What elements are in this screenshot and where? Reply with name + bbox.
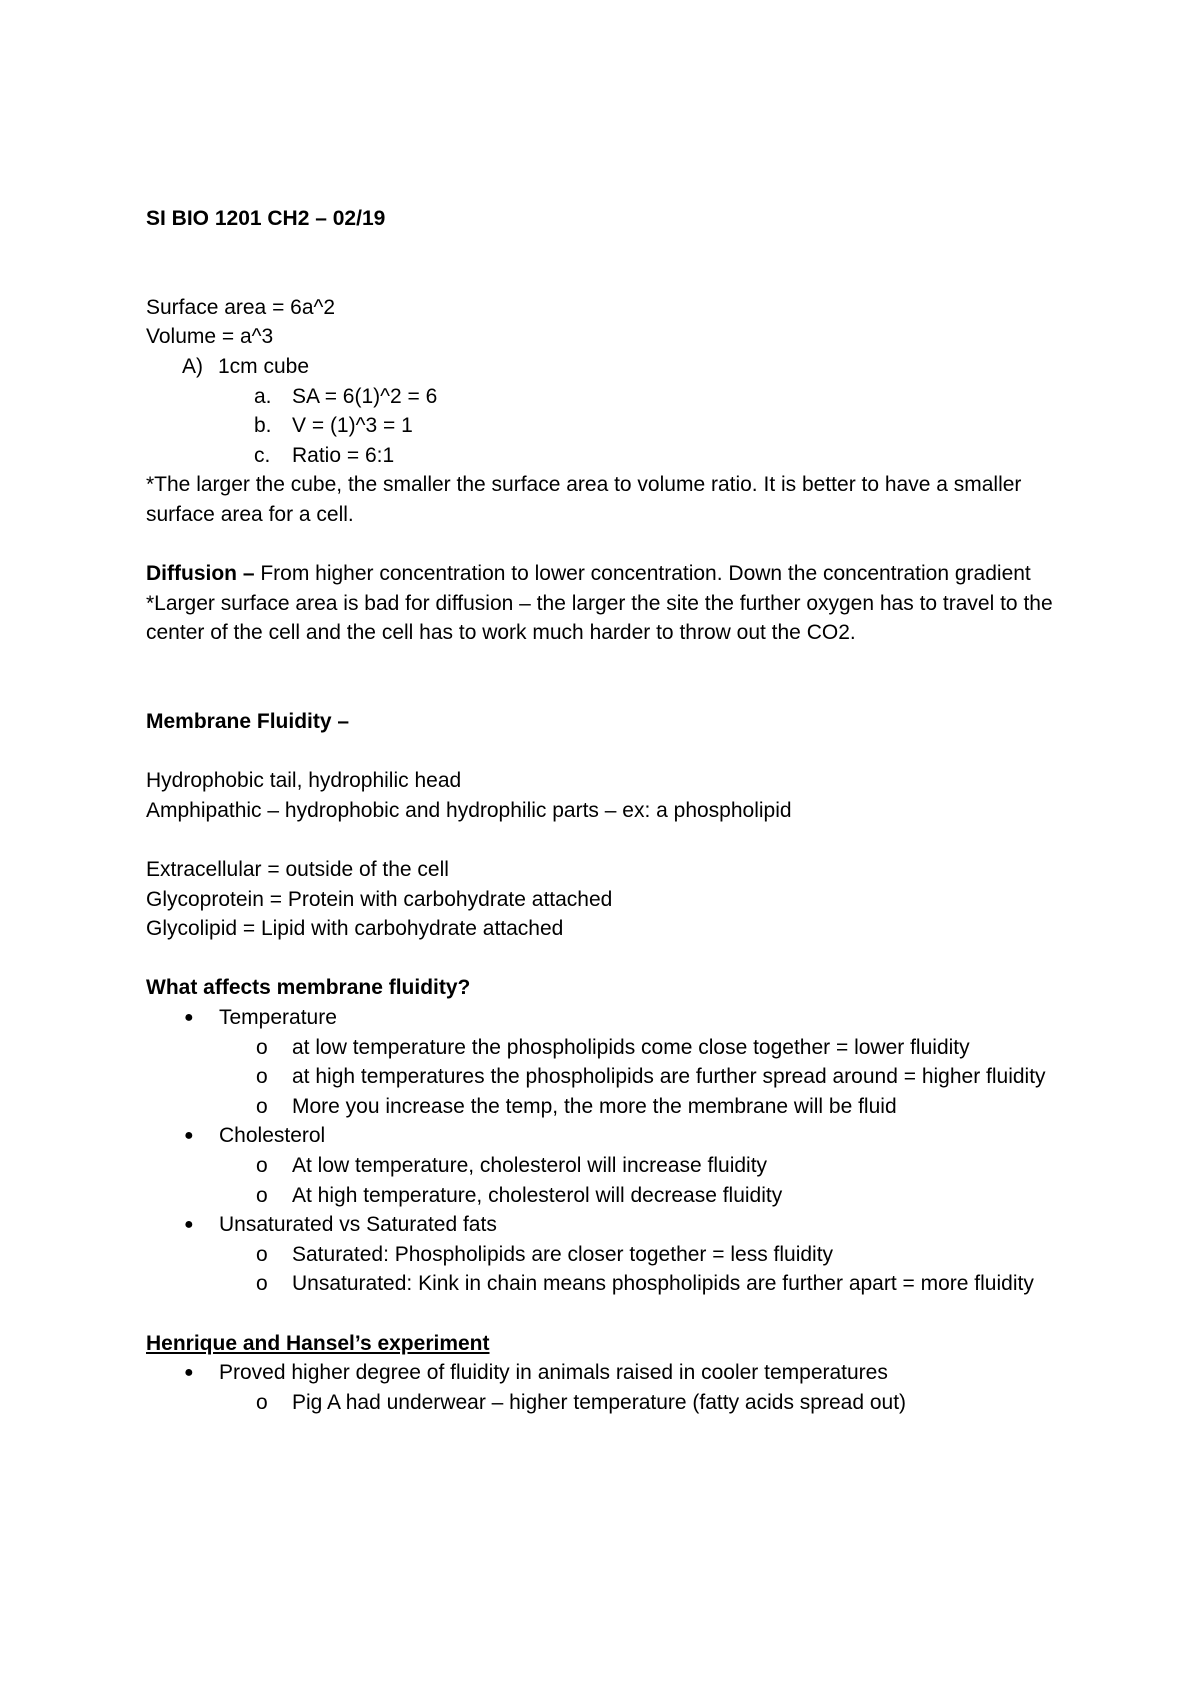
bullet-text: Cholesterol	[219, 1124, 326, 1148]
sub-bullet-icon: o	[256, 1272, 268, 1296]
bullet-item	[146, 1210, 1066, 1240]
sub-bullet-text: at high temperatures the phospholipids are further spread around = higher fluidity	[292, 1065, 1046, 1089]
sub-bullet-icon: o	[256, 1242, 268, 1266]
list-marker: b.	[254, 414, 272, 438]
list-marker: c.	[254, 443, 271, 467]
cube-sub-item	[146, 382, 1066, 412]
bullet-icon: ●	[184, 1009, 194, 1027]
bullet-text: Temperature	[219, 1006, 337, 1030]
membrane-heading: Membrane Fluidity –	[146, 710, 350, 734]
sub-bullet-text: at low temperature the phospholipids come close together = lower fluidity	[292, 1035, 970, 1059]
list-marker: a.	[254, 384, 272, 408]
term-line: Extracellular = outside of the cell	[146, 858, 449, 882]
spacer	[146, 234, 1066, 293]
bullet-item	[146, 1358, 1066, 1388]
sub-bullet-text: Saturated: Phospholipids are closer together = less fluidity	[292, 1242, 834, 1266]
sub-bullet-item	[146, 1033, 1066, 1063]
sub-bullet-item	[146, 1151, 1066, 1181]
sub-bullet-item	[146, 1269, 1066, 1299]
diffusion-term: Diffusion –	[146, 562, 255, 586]
sub-bullet-text: Unsaturated: Kink in chain means phospholipids are further apart = more fluidity	[292, 1272, 1034, 1296]
cube-label: 1cm cube	[218, 354, 310, 378]
sub-bullet-icon: o	[256, 1035, 268, 1059]
experiment-heading: Henrique and Hansel’s experiment	[146, 1331, 490, 1355]
spacer	[146, 1299, 1066, 1329]
bullet-item	[146, 1121, 1066, 1151]
bullet-item	[146, 1003, 1066, 1033]
cube-item	[146, 352, 1066, 382]
surface-area-formula: Surface area = 6a^2	[146, 295, 336, 319]
sub-bullet-icon: o	[256, 1094, 268, 1118]
sub-bullet-icon: o	[256, 1065, 268, 1089]
sub-bullet-item	[146, 1062, 1066, 1092]
sub-bullet-icon: o	[256, 1154, 268, 1177]
sub-bullet-icon: o	[256, 1390, 268, 1414]
document-page	[146, 204, 1066, 1417]
bullet-text: Unsaturated vs Saturated fats	[219, 1213, 497, 1237]
membrane-line: Amphipathic – hydrophobic and hydrophilic parts – ex: a phospholipid	[146, 798, 792, 822]
sub-bullet-icon: o	[256, 1183, 268, 1207]
spacer	[146, 530, 1066, 560]
sub-bullet-text: More you increase the temp, the more the membrane will be fluid	[292, 1094, 897, 1118]
spacer	[146, 944, 1066, 974]
sub-bullet-item	[146, 1092, 1066, 1122]
cube-sub-item	[146, 411, 1066, 441]
cube-sub-text: Ratio = 6:1	[292, 443, 395, 467]
sub-bullet-text: At low temperature, cholesterol will increase fluidity	[292, 1154, 768, 1177]
diffusion-note: *Larger surface area is bad for diffusion – the larger the site the further oxygen has to travel to the center of the cell and the cell has to work much harder to throw out the CO2.	[146, 591, 1053, 645]
affects-heading: What affects membrane fluidity?	[146, 976, 471, 1000]
diffusion-definition	[146, 559, 1066, 589]
volume-formula: Volume = a^3	[146, 325, 274, 349]
cube-sub-text: SA = 6(1)^2 = 6	[292, 384, 438, 408]
cube-sub-item	[146, 441, 1066, 471]
cube-sub-text: V = (1)^3 = 1	[292, 414, 413, 438]
sub-bullet-text: Pig A had underwear – higher temperature (fatty acids spread out)	[292, 1390, 907, 1414]
sub-bullet-text: At high temperature, cholesterol will decrease fluidity	[292, 1183, 783, 1207]
bullet-text: Proved higher degree of fluidity in animals raised in cooler temperatures	[219, 1361, 888, 1385]
spacer	[146, 737, 1066, 767]
cube-note: *The larger the cube, the smaller the surface area to volume ratio. It is better to have a smaller surface area for a cell.	[146, 473, 1022, 526]
diffusion-text: From higher concentration to lower concentration. Down the concentration gradient	[254, 562, 1031, 586]
spacer	[146, 825, 1066, 855]
sub-bullet-item	[146, 1181, 1066, 1211]
membrane-line: Hydrophobic tail, hydrophilic head	[146, 769, 462, 793]
term-line: Glycolipid = Lipid with carbohydrate attached	[146, 917, 564, 941]
bullet-icon: ●	[184, 1216, 194, 1234]
bullet-icon: ●	[184, 1364, 194, 1382]
term-line: Glycoprotein = Protein with carbohydrate attached	[146, 887, 613, 911]
bullet-icon: ●	[184, 1127, 194, 1145]
sub-bullet-item	[146, 1240, 1066, 1270]
sub-bullet-item	[146, 1388, 1066, 1418]
spacer	[146, 648, 1066, 707]
document-title: SI BIO 1201 CH2 – 02/19	[146, 207, 386, 230]
list-marker: A)	[182, 354, 203, 378]
